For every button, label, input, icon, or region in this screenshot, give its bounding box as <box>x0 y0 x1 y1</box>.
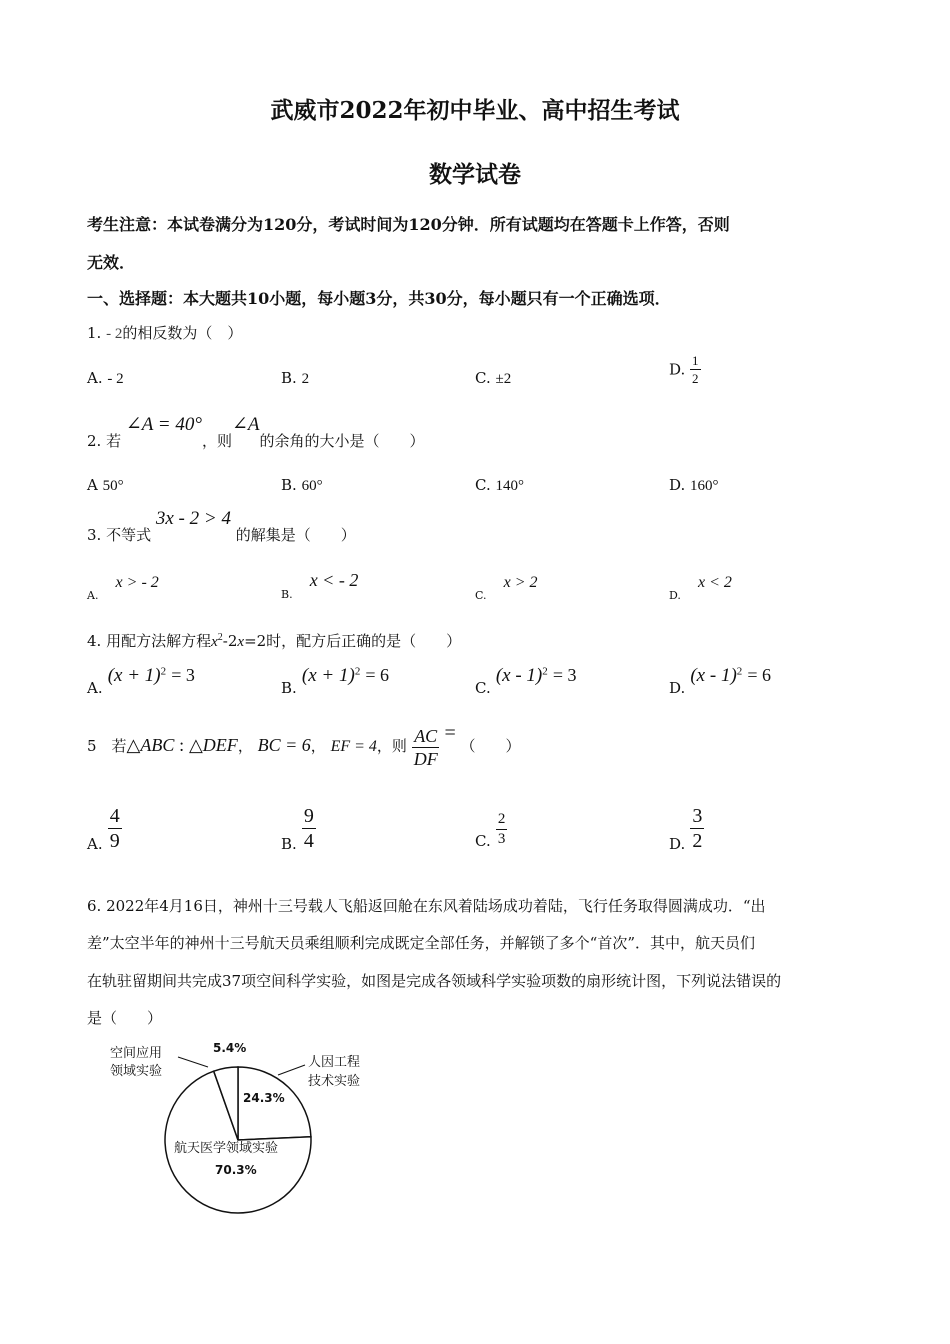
option-label: C. <box>475 832 491 850</box>
label-space-app-pct: 5.4% <box>213 1041 247 1055</box>
fraction-denominator: 2 <box>692 830 703 852</box>
q5-a-fraction <box>108 806 122 851</box>
option-label: B. <box>281 369 297 387</box>
q6-line-4: 是（ ） <box>87 1009 163 1027</box>
exam-title: 武威市2022年初中毕业、高中招生考试 <box>270 97 680 124</box>
question-5 <box>87 722 521 768</box>
fraction-numerator: 1 <box>692 353 699 368</box>
option-value: x < - 2 <box>309 570 359 590</box>
option-rhs: = 3 <box>552 665 577 685</box>
q1-stem: 的相反数为（ ） <box>122 324 243 342</box>
q3-option-d <box>669 572 732 602</box>
q2-option-b <box>281 476 323 495</box>
option-label: D. <box>669 476 686 494</box>
option-exponent: 2 <box>736 665 743 678</box>
pie-chart <box>100 1035 420 1215</box>
q4-exponent: 2 <box>217 632 223 643</box>
question-4 <box>87 630 461 651</box>
section-heading: 一、选择题：本大题共10小题，每小题3分，共30分，每小题只有一个正确选项． <box>87 289 671 308</box>
notice-line-2: 无效． <box>87 253 136 272</box>
q2-stem: 的余角的大小是（ ） <box>259 432 425 450</box>
q5-number: 5 若 <box>87 737 127 755</box>
option-value: 50° <box>102 478 124 494</box>
q2-option-a <box>87 476 124 495</box>
fraction-numerator: 9 <box>303 805 314 827</box>
q2-angle: ∠A <box>232 414 260 435</box>
q4-option-a <box>87 665 195 697</box>
q5-separator-2: ， <box>310 737 326 755</box>
label-human-factors-line1: 人因工程 <box>308 1055 361 1070</box>
option-label: C. <box>475 476 491 494</box>
q3-stem: 的解集是（ ） <box>235 526 356 544</box>
q5-bc: BC = 6 <box>257 735 311 755</box>
option-value: x > 2 <box>503 574 538 591</box>
leader-line-space-app <box>178 1057 208 1067</box>
q6-line-2: 差”太空半年的神州十三号航天员乘组顺利完成既定全部任务，并解锁了多个“首次”．其中，航天员们 <box>87 934 756 952</box>
q5-option-c <box>475 812 507 850</box>
q1-d-fraction <box>690 354 701 385</box>
q5-tail: （ ） <box>460 737 521 755</box>
q5-c-fraction <box>496 812 508 847</box>
q1-option-b <box>281 369 309 388</box>
q5-d-fraction <box>690 806 704 851</box>
q5-colon: : <box>179 735 185 755</box>
option-label: D. <box>669 360 686 379</box>
q5-b-fraction <box>302 806 316 851</box>
option-exponent: 2 <box>160 665 167 678</box>
option-value: 140° <box>495 478 524 494</box>
option-base: (x - 1) <box>690 665 737 686</box>
option-value: - 2 <box>107 371 124 387</box>
q3-option-a <box>87 572 159 602</box>
q4-variable-2: x <box>237 634 245 650</box>
q1-option-c <box>475 369 511 388</box>
fraction-numerator: AC <box>414 725 438 746</box>
q2-angle-expression: ∠A = 40° <box>125 414 202 435</box>
fraction-denominator: 3 <box>497 831 506 847</box>
option-label: D. <box>669 589 681 602</box>
q4-stem-c: =2时，配方后正确的是（ ） <box>244 632 462 650</box>
fraction-numerator: 2 <box>496 812 508 830</box>
option-label: D. <box>669 835 686 853</box>
option-rhs: = 6 <box>365 665 390 685</box>
option-exponent: 2 <box>542 665 548 678</box>
q6-line-3: 在轨驻留期间共完成37项空间科学实验，如图是完成各领域科学实验项数的扇形统计图，下列说法错误的 <box>87 972 782 990</box>
q5-ratio-fraction <box>412 727 440 768</box>
label-space-app-line2: 领域实验 <box>110 1064 163 1079</box>
q2-number: 2. 若 <box>87 432 122 450</box>
q2-option-d <box>669 476 719 495</box>
option-label: B. <box>281 679 297 697</box>
fraction-denominator: 9 <box>109 830 120 852</box>
option-label: A. <box>87 369 103 387</box>
q5-option-b <box>281 806 316 853</box>
q3-option-b <box>281 570 358 601</box>
fraction-numerator: 3 <box>692 805 703 827</box>
option-label: C. <box>475 589 487 602</box>
q5-separator: ， <box>237 737 253 755</box>
option-value: 2 <box>301 371 310 387</box>
option-base: (x + 1) <box>107 665 161 686</box>
leader-line-human-factors <box>278 1065 305 1075</box>
q4-option-c <box>475 665 576 697</box>
q5-triangle-1: △ABC <box>126 735 175 755</box>
q5-option-a <box>87 806 122 853</box>
q3-inequality: 3x - 2 > 4 <box>155 508 231 529</box>
q5-option-d <box>669 806 704 853</box>
option-label: B. <box>281 588 293 601</box>
option-value: 60° <box>301 478 323 494</box>
fraction-denominator: DF <box>413 748 438 769</box>
notice-line-1: 考生注意：本试卷满分为120分，考试时间为120分钟．所有试题均在答题卡上作答，否则 <box>87 215 730 234</box>
option-label: A <box>87 476 98 494</box>
q3-number: 3. 不等式 <box>87 526 152 544</box>
option-label: C. <box>475 679 491 697</box>
option-label: B. <box>281 835 297 853</box>
q1-option-d <box>669 354 701 385</box>
q2-then: ，则 <box>201 432 232 450</box>
option-rhs: = 6 <box>747 665 772 685</box>
q6-line-1: 6. 2022年4月16日，神州十三号载人飞船返回舱在东风着陆场成功着陆，飞行任务取得圆满成功．“出 <box>87 897 766 915</box>
label-medical-line1: 航天医学领域实验 <box>174 1141 279 1156</box>
option-label: D. <box>669 679 686 697</box>
option-base: (x - 1) <box>495 665 543 686</box>
option-value: 160° <box>690 478 719 494</box>
label-medical-pct: 70.3% <box>215 1163 257 1177</box>
option-base: (x + 1) <box>301 665 355 686</box>
fraction-numerator: 4 <box>109 805 120 827</box>
q1-expression: - 2 <box>106 326 123 342</box>
q5-equals: = <box>444 722 456 744</box>
q4-stem-b: -2 <box>222 632 238 650</box>
option-label: A. <box>87 589 99 602</box>
exam-subtitle: 数学试卷 <box>429 161 521 188</box>
option-value: x > - 2 <box>115 574 159 591</box>
option-rhs: = 3 <box>171 665 195 685</box>
q2-option-c <box>475 476 524 495</box>
pie-slices <box>165 1067 311 1213</box>
q5-triangle-2: △DEF <box>188 735 238 755</box>
q1-number: 1. <box>87 324 102 342</box>
option-label: C. <box>475 369 491 387</box>
q4-option-b <box>281 665 389 697</box>
q5-then: ，则 <box>376 737 407 755</box>
q4-stem-a: 4. 用配方法解方程 <box>87 632 212 650</box>
option-label: B. <box>281 476 297 494</box>
q1-option-a <box>87 369 124 388</box>
fraction-denominator: 2 <box>692 371 699 386</box>
q4-option-d <box>669 665 771 697</box>
option-value: x < 2 <box>698 574 732 591</box>
label-space-app-line1: 空间应用 <box>110 1046 163 1061</box>
option-value: ±2 <box>495 371 512 387</box>
option-label: A. <box>87 679 103 697</box>
label-human-factors-line2: 技术实验 <box>308 1074 361 1089</box>
label-human-factors-pct: 24.3% <box>243 1091 285 1105</box>
question-1 <box>87 322 242 343</box>
q5-ef: EF = 4 <box>330 738 377 755</box>
q3-option-c <box>475 572 538 602</box>
option-exponent: 2 <box>354 665 361 678</box>
question-3 <box>87 508 356 545</box>
fraction-denominator: 4 <box>303 830 314 852</box>
option-label: A. <box>87 835 103 853</box>
q4-variable: x <box>211 634 218 650</box>
question-2 <box>87 413 425 451</box>
